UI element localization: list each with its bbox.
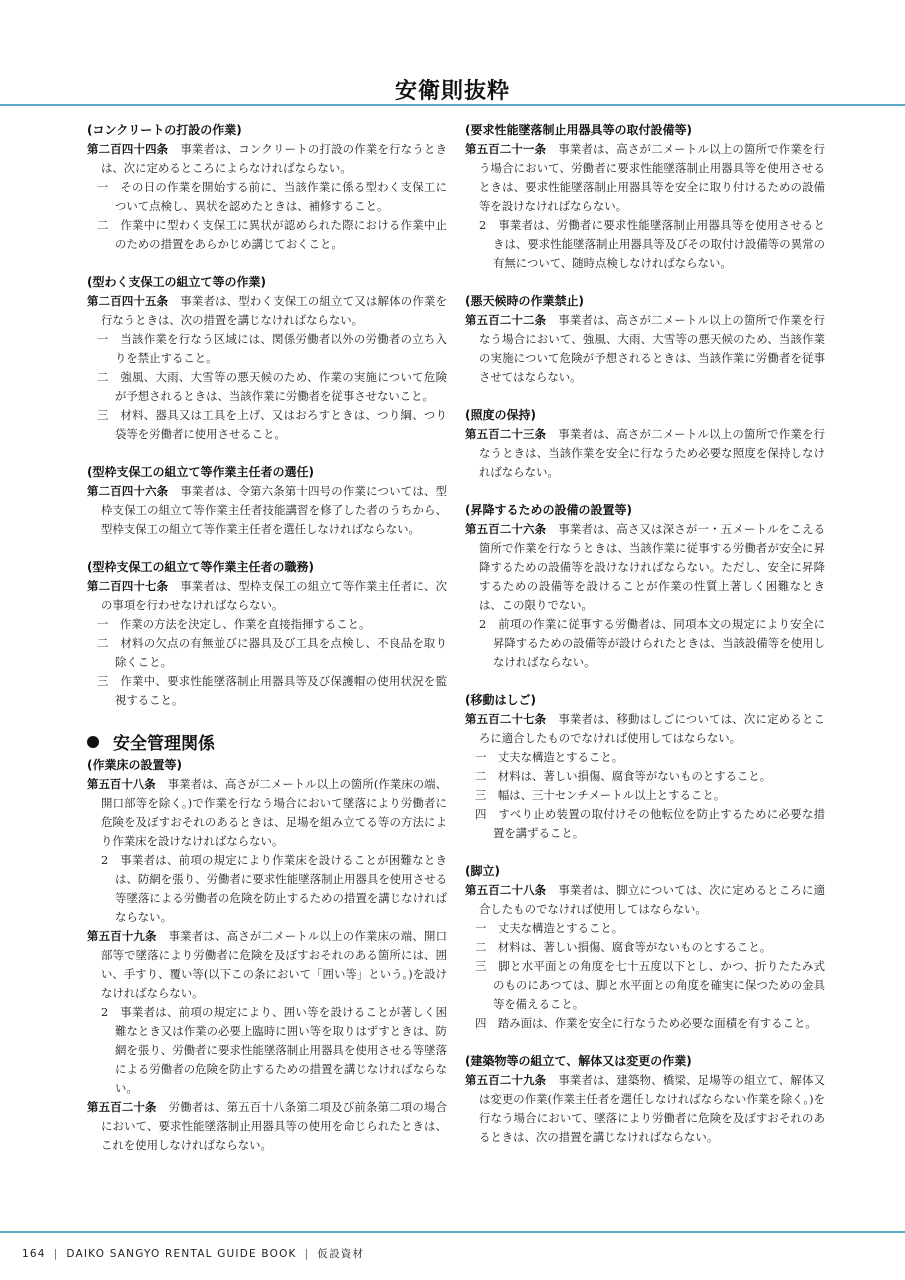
list-item xyxy=(465,957,825,1014)
item-text: 作業中に型わく支保工に異状が認められた際における作業中止のための措置をあらかじめ講じておくこと。 xyxy=(115,218,447,251)
article-number: 第五百二十八条 xyxy=(465,883,547,897)
item-text: 材料、器具又は工具を上げ、又はおろすときは、つり綱、つり袋等を労働者に使用させること。 xyxy=(115,408,447,441)
article-number: 第五百二十三条 xyxy=(465,427,547,441)
item-marker: 一 xyxy=(97,332,109,346)
article-text: 事業者は、移動はしごについては、次に定めるところに適合したものでなければ使用してはならない。 xyxy=(479,712,825,745)
item-marker: 二 xyxy=(97,636,109,650)
article-number: 第五百二十九条 xyxy=(465,1073,547,1087)
left-sections-2 xyxy=(87,756,447,1155)
item-marker: 一 xyxy=(97,180,109,194)
page-number: 164 xyxy=(22,1248,46,1260)
list-item xyxy=(87,368,447,406)
footer-separator: | xyxy=(53,1248,59,1260)
item-marker: 三 xyxy=(97,408,109,422)
footer-separator: | xyxy=(304,1248,310,1260)
numbered-paragraph xyxy=(465,615,825,672)
article-number: 第二百四十七条 xyxy=(87,579,169,593)
article-text: 事業者は、令第六条第十四号の作業については、型枠支保工の組立て等作業主任者技能講習を修了した者のうちから、型枠支保工の組立て等作業主任者を選任しなければならない。 xyxy=(101,484,447,536)
article-text: 労働者は、第五百十八条第二項及び前条第二項の場合において、要求性能墜落制止用器具等の使用を命じられたときは、これを使用しなければならない。 xyxy=(101,1100,447,1152)
article-number: 第二百四十四条 xyxy=(87,142,169,156)
bullet-icon xyxy=(87,736,99,748)
paragraph-number: 2 xyxy=(101,853,109,867)
section-heading: (コンクリートの打設の作業) xyxy=(87,123,242,137)
section-heading: (脚立) xyxy=(465,864,500,878)
list-item xyxy=(87,615,447,634)
article-number: 第五百二十条 xyxy=(87,1100,157,1114)
article-section xyxy=(465,406,825,482)
article-section xyxy=(465,121,825,273)
list-item xyxy=(465,767,825,786)
left-column xyxy=(87,121,447,1155)
article-text: 事業者は、建築物、橋梁、足場等の組立て、解体又は変更の作業(作業主任者を選任しなければならない作業を除く。)を行なう場合において、墜落により労働者に危険を及ぼすおそれのあるときは、次の措置を講じなければならない。 xyxy=(479,1073,825,1144)
section-heading: (型枠支保工の組立て等作業主任者の選任) xyxy=(87,465,314,479)
item-text: 材料は、著しい損傷、腐食等がないものとすること。 xyxy=(497,769,772,783)
item-text: 材料の欠点の有無並びに器具及び工具を点検し、不良品を取り除くこと。 xyxy=(115,636,447,669)
list-item xyxy=(465,786,825,805)
list-item xyxy=(465,919,825,938)
article-paragraph xyxy=(87,1098,447,1155)
article-number: 第五百二十二条 xyxy=(465,313,547,327)
article-section xyxy=(465,501,825,672)
list-item xyxy=(465,1014,825,1033)
article-text: 事業者は、高さが二メートル以上の箇所で作業を行なうときは、当該作業を安全に行なうため必要な照度を保持しなければならない。 xyxy=(479,427,825,479)
list-item xyxy=(87,406,447,444)
article-section xyxy=(465,292,825,387)
article-paragraph xyxy=(465,140,825,216)
article-number: 第五百二十一条 xyxy=(465,142,547,156)
item-text: 踏み面は、作業を安全に行なうため必要な面積を有すること。 xyxy=(497,1016,817,1030)
section-heading: (作業床の設置等) xyxy=(87,758,182,772)
item-text: 強風、大雨、大雪等の悪天候のため、作業の実施について危険が予想されるときは、当該作業に労働者を従事させないこと。 xyxy=(115,370,447,403)
section-heading: (悪天候時の作業禁止) xyxy=(465,294,584,308)
article-section xyxy=(87,756,447,1155)
item-marker: 一 xyxy=(475,921,487,935)
article-paragraph xyxy=(465,520,825,615)
item-marker: 四 xyxy=(475,807,487,821)
list-item xyxy=(87,216,447,254)
article-number: 第五百二十六条 xyxy=(465,522,547,536)
item-marker: 二 xyxy=(475,940,487,954)
item-text: 脚と水平面との角度を七十五度以下とし、かつ、折りたたみ式のものにあつては、脚と水平面との角度を確実に保つための金具等を備えること。 xyxy=(493,959,825,1011)
article-text: 事業者は、型わく支保工の組立て又は解体の作業を行なうときは、次の措置を講じなければならない。 xyxy=(101,294,447,327)
article-paragraph xyxy=(87,482,447,539)
article-text: 事業者は、高さが二メートル以上の箇所で作業を行なう場合において、強風、大雨、大雪等の悪天候のため、当該作業の実施について危険が予想されるときは、当該作業に労働者を従事させてはならない。 xyxy=(479,313,825,384)
paragraph-text: 事業者は、前項の規定により作業床を設けることが困難なときは、防網を張り、労働者に要求性能墜落制止用器具を使用させる等墜落による労働者の危険を防止するための措置を講じなければならない。 xyxy=(115,853,447,924)
article-paragraph xyxy=(465,425,825,482)
article-section xyxy=(87,558,447,710)
numbered-paragraph xyxy=(465,216,825,273)
item-text: 幅は、三十センチメートル以上とすること。 xyxy=(497,788,726,802)
article-paragraph xyxy=(87,775,447,851)
section-heading: (移動はしご) xyxy=(465,693,536,707)
item-marker: 四 xyxy=(475,1016,487,1030)
footer xyxy=(22,1246,364,1261)
item-marker: 二 xyxy=(475,769,487,783)
article-section xyxy=(465,691,825,843)
article-number: 第五百二十七条 xyxy=(465,712,547,726)
category-label: 仮設資材 xyxy=(317,1248,365,1260)
article-text: 事業者は、高さが二メートル以上の箇所で作業を行う場合において、労働者に要求性能墜落制止用器具等を使用させるときは、要求性能墜落制止用器具等を安全に取り付けるための設備等を設けなければならない。 xyxy=(479,142,825,213)
list-item xyxy=(87,672,447,710)
article-paragraph xyxy=(87,577,447,615)
item-marker: 三 xyxy=(97,674,109,688)
list-item xyxy=(87,634,447,672)
paragraph-text: 前項の作業に従事する労働者は、同項本文の規定により安全に昇降するための設備等が設けられたときは、当該設備等を使用しなければならない。 xyxy=(493,617,825,669)
item-marker: 一 xyxy=(475,750,487,764)
article-section xyxy=(87,121,447,254)
book-title: DAIKO SANGYO RENTAL GUIDE BOOK xyxy=(66,1248,297,1260)
big-heading-text: 安全管理関係 xyxy=(113,734,215,754)
item-text: 作業中、要求性能墜落制止用器具等及び保護帽の使用状況を監視すること。 xyxy=(115,674,447,707)
article-number: 第五百十八条 xyxy=(87,777,156,791)
article-section xyxy=(465,1052,825,1147)
item-marker: 一 xyxy=(97,617,109,631)
list-item xyxy=(465,938,825,957)
paragraph-number: 2 xyxy=(101,1005,109,1019)
paragraph-number: 2 xyxy=(479,218,487,232)
article-paragraph xyxy=(465,311,825,387)
article-text: 事業者は、高さが二メートル以上の箇所(作業床の端、開口部等を除く。)で作業を行なう場合において墜落により労働者に危険を及ぼすおそれのあるときは、足場を組み立てる等の方法により作業床を設けなければならない。 xyxy=(101,777,447,848)
item-text: その日の作業を開始する前に、当該作業に係る型わく支保工について点検し、異状を認めたときは、補修すること。 xyxy=(115,180,447,213)
section-heading: (昇降するための設備の設置等) xyxy=(465,503,632,517)
bottom-divider xyxy=(0,1231,905,1233)
page-title: 安衛則抜粋 xyxy=(394,79,510,104)
paragraph-text: 事業者は、労働者に要求性能墜落制止用器具等を使用させるときは、要求性能墜落制止用器具等及びその取付け設備等の異常の有無について、随時点検しなければならない。 xyxy=(493,218,825,270)
article-number: 第二百四十五条 xyxy=(87,294,169,308)
section-heading: (型枠支保工の組立て等作業主任者の職務) xyxy=(87,560,314,574)
item-text: 丈夫な構造とすること。 xyxy=(497,750,624,764)
numbered-paragraph xyxy=(87,851,447,927)
item-marker: 二 xyxy=(97,218,109,232)
section-heading-safety xyxy=(87,732,447,756)
article-paragraph xyxy=(465,881,825,919)
item-marker: 三 xyxy=(475,788,487,802)
paragraph-text: 事業者は、前項の規定により、囲い等を設けることが著しく困難なとき又は作業の必要上臨時に囲い等を取りはずすときは、防網を張り、労働者に要求性能墜落制止用器具を使用させる等墜落による労働者の危険を防止するための措置を講じなければならない。 xyxy=(115,1005,447,1095)
list-item xyxy=(465,805,825,843)
article-paragraph xyxy=(465,710,825,748)
left-sections xyxy=(87,121,447,710)
numbered-paragraph xyxy=(87,1003,447,1098)
article-paragraph xyxy=(465,1071,825,1147)
section-heading: (型わく支保工の組立て等の作業) xyxy=(87,275,266,289)
item-text: 丈夫な構造とすること。 xyxy=(497,921,624,935)
section-heading: (建築物等の組立て、解体又は変更の作業) xyxy=(465,1054,692,1068)
article-paragraph xyxy=(87,292,447,330)
item-text: 作業の方法を決定し、作業を直接指揮すること。 xyxy=(119,617,371,631)
article-text: 事業者は、型枠支保工の組立て等作業主任者に、次の事項を行わせなければならない。 xyxy=(101,579,447,612)
article-paragraph xyxy=(87,927,447,1003)
item-text: すべり止め装置の取付けその他転位を防止するために必要な措置を講ずること。 xyxy=(493,807,825,840)
article-number: 第五百十九条 xyxy=(87,929,157,943)
article-number: 第二百四十六条 xyxy=(87,484,169,498)
item-marker: 二 xyxy=(97,370,109,384)
item-marker: 三 xyxy=(475,959,487,973)
top-divider xyxy=(0,104,905,106)
article-text: 事業者は、コンクリートの打設の作業を行なうときは、次に定めるところによらなければならない。 xyxy=(101,142,447,175)
article-section xyxy=(465,862,825,1033)
right-column xyxy=(465,121,825,1147)
list-item xyxy=(465,748,825,767)
paragraph-number: 2 xyxy=(479,617,487,631)
item-text: 材料は、著しい損傷、腐食等がないものとすること。 xyxy=(497,940,772,954)
article-text: 事業者は、脚立については、次に定めるところに適合したものでなければ使用してはならない。 xyxy=(479,883,825,916)
list-item xyxy=(87,330,447,368)
article-paragraph xyxy=(87,140,447,178)
article-text: 事業者は、高さ又は深さが一・五メートルをこえる箇所で作業を行なうときは、当該作業に従事する労働者が安全に昇降するための設備等を設けなければならない。ただし、安全に昇降するための設備等を設けることが作業の性質上著しく困難なときは、この限りでない。 xyxy=(479,522,825,612)
right-sections xyxy=(465,121,825,1147)
item-text: 当該作業を行なう区域には、関係労働者以外の労働者の立ち入りを禁止すること。 xyxy=(115,332,447,365)
article-text: 事業者は、高さが二メートル以上の作業床の端、開口部等で墜落により労働者に危険を及ぼすおそれのある箇所には、囲い、手すり、覆い等(以下この条において「囲い等」という。)を設けなければならない。 xyxy=(101,929,447,1000)
section-heading: (照度の保持) xyxy=(465,408,536,422)
section-heading: (要求性能墜落制止用器具等の取付設備等) xyxy=(465,123,692,137)
article-section xyxy=(87,463,447,539)
article-section xyxy=(87,273,447,444)
list-item xyxy=(87,178,447,216)
